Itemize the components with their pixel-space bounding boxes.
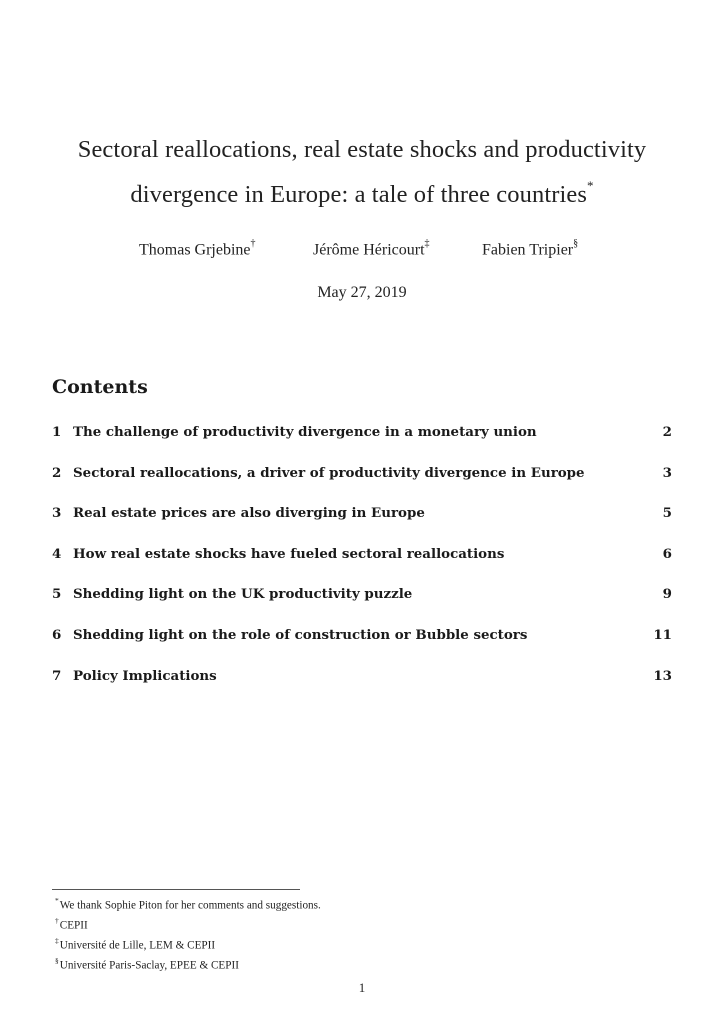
toc-entry[interactable] xyxy=(52,422,672,463)
toc-section-number: 5 xyxy=(52,586,62,603)
author xyxy=(139,240,256,259)
footnotes xyxy=(55,894,321,975)
author-name: Thomas Grjebine xyxy=(139,241,251,259)
toc-section-title[interactable]: Sectoral reallocations, a driver of productivity divergence in Europe xyxy=(73,464,585,481)
title-text-line-2: divergence in Europe: a tale of three countries xyxy=(130,181,587,209)
footnote xyxy=(55,914,321,934)
author xyxy=(482,240,578,259)
footnote xyxy=(55,954,321,974)
toc-page-number[interactable]: 11 xyxy=(653,626,672,643)
footnote-text: Université Paris-Saclay, EPEE & CEPII xyxy=(59,960,239,973)
toc-section-title[interactable]: Real estate prices are also diverging in Europe xyxy=(73,505,425,522)
author xyxy=(313,240,430,259)
toc-page-number[interactable]: 3 xyxy=(662,464,672,481)
toc-section-title[interactable]: How real estate shocks have fueled sectoral reallocations xyxy=(73,545,505,562)
footnote-mark: * xyxy=(55,896,59,905)
toc-section-number: 1 xyxy=(52,424,62,440)
toc-section-title[interactable]: Policy Implications xyxy=(73,667,217,684)
toc-section-title[interactable]: Shedding light on the UK productivity puzzle xyxy=(73,586,413,603)
toc-section-number: 3 xyxy=(52,505,62,522)
publication-date: May 27, 2019 xyxy=(317,284,407,301)
footnote xyxy=(55,894,321,914)
toc-section-number: 4 xyxy=(52,545,62,562)
footnote-text: We thank Sophie Piton for her comments and suggestions. xyxy=(59,899,321,912)
toc-page-number[interactable]: 5 xyxy=(662,505,672,522)
toc-section-number: 7 xyxy=(52,667,62,684)
footnote-mark: † xyxy=(55,916,59,926)
title-footnote-mark: * xyxy=(587,178,594,193)
footnote-text: Université de Lille, LEM & CEPII xyxy=(59,940,216,953)
toc-section-title[interactable]: The challenge of productivity divergence in a monetary union xyxy=(73,424,537,440)
toc-page-number[interactable]: 13 xyxy=(653,667,672,684)
footnote-text: CEPII xyxy=(59,919,88,932)
toc-section-number: 2 xyxy=(52,464,62,481)
toc-entry[interactable] xyxy=(52,503,672,544)
footnote xyxy=(55,934,321,954)
contents-heading: Contents xyxy=(52,376,148,398)
author-footnote-mark: § xyxy=(573,238,579,249)
toc-page-number[interactable]: 6 xyxy=(662,545,672,562)
toc-page-number[interactable]: 2 xyxy=(662,424,672,440)
title-text-line-1: Sectoral reallocations, real estate shocks and productivity xyxy=(77,136,647,163)
paper-title-line-1 xyxy=(40,136,684,164)
toc-entry[interactable] xyxy=(52,584,672,625)
toc-entry[interactable] xyxy=(52,666,672,707)
toc-page-number[interactable]: 9 xyxy=(662,586,672,603)
toc-section-title[interactable]: Shedding light on the role of construction or Bubble sectors xyxy=(73,626,528,643)
page-number: 1 xyxy=(358,980,366,995)
toc-entry[interactable] xyxy=(52,463,672,504)
author-name: Fabien Tripier xyxy=(482,241,574,259)
table-of-contents xyxy=(52,422,672,706)
toc-section-number: 6 xyxy=(52,626,62,643)
toc-entry[interactable] xyxy=(52,544,672,585)
footnote-mark: ‡ xyxy=(55,936,59,946)
author-name: Jérôme Héricourt xyxy=(313,241,425,259)
author-footnote-mark: † xyxy=(250,238,256,249)
author-footnote-mark: ‡ xyxy=(424,238,430,249)
paper-title-line-2 xyxy=(40,178,684,209)
toc-entry[interactable] xyxy=(52,625,672,666)
footnote-mark: § xyxy=(55,956,59,966)
footnote-divider xyxy=(52,889,300,890)
